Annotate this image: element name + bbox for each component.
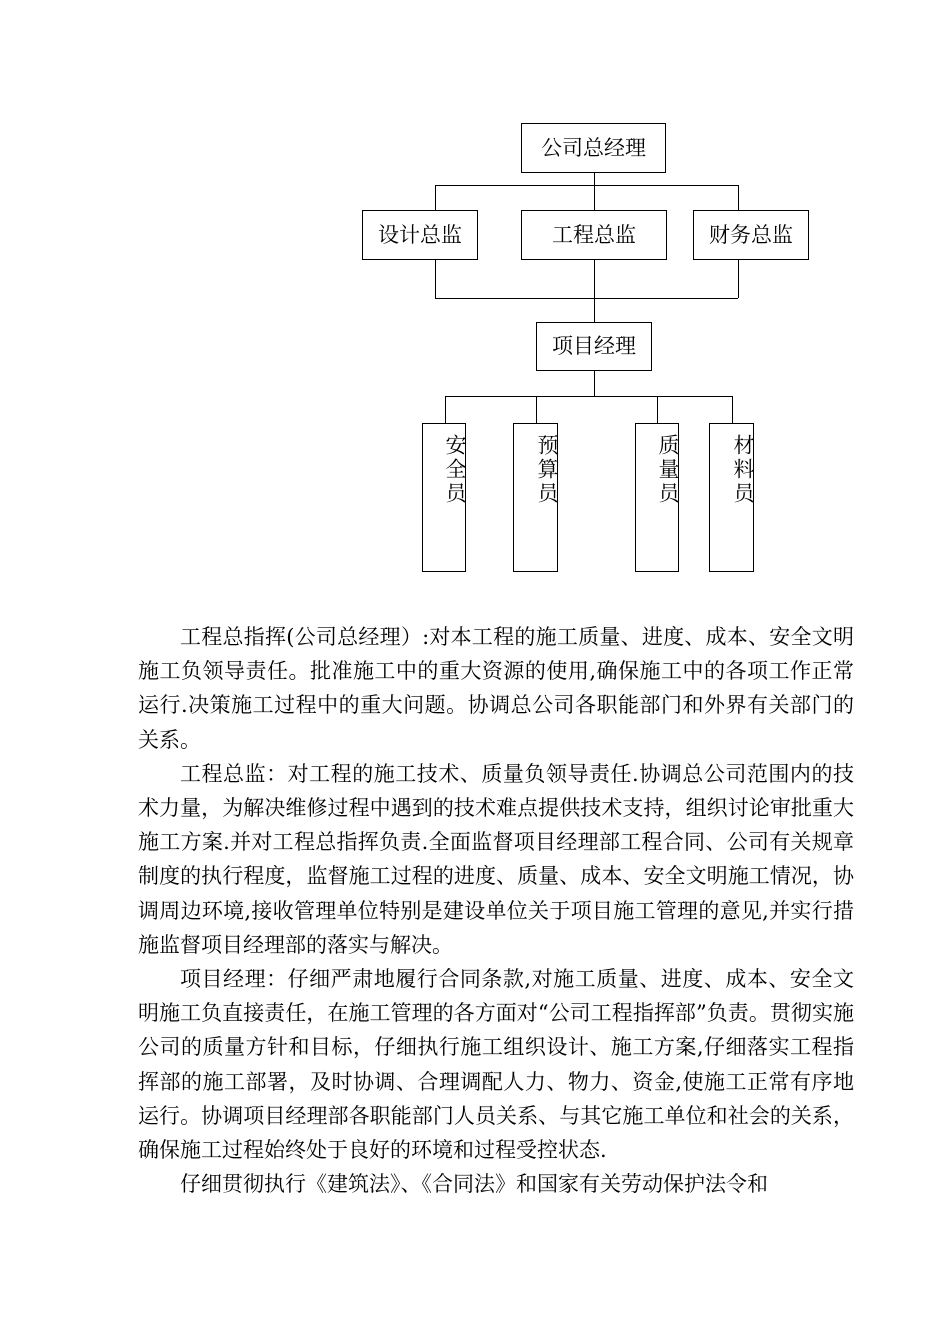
connector-line <box>657 396 658 423</box>
paragraph-general-commander: 工程总指挥(公司总经理）:对本工程的施工质量、进度、成本、安全文明施工负领导责任。批准施工中的重大资源的使用,确保施工中的各项工作正常运行.决策施工过程中的重大问题。协调总公司各职能部门和外界有关部门的关系。 <box>138 625 854 752</box>
connector-line <box>435 298 738 299</box>
paragraph-laws: 仔细贯彻执行《建筑法》、《合同法》和国家有关劳动保护法令和 <box>180 1172 768 1197</box>
box-general-manager <box>521 123 666 173</box>
connector-line <box>738 185 739 210</box>
connector-line <box>435 185 738 186</box>
box-label: 安全员 <box>443 434 467 506</box>
connector-line <box>594 185 595 210</box>
connector-line <box>732 396 733 423</box>
org-chart <box>0 0 950 600</box>
paragraph-project-manager: 项目经理：仔细严肃地履行合同条款,对施工质量、进度、成本、安全文明施工负直接责任，在施工管理的各方面对“公司工程指挥部”负责。贯彻实施公司的质量方针和目标，仔细执行施工组织设计、施工方案,仔细落实工程指挥部的施工部署，及时协调、合理调配人力、物力、资金,使施工正常有序地运行。协调项目经理部各职能部门人员关系、与其它施工单位和社会的关系，确保施工过程始终处于良好的环境和过程受控状态. <box>138 967 854 1163</box>
box-project-manager <box>536 322 652 371</box>
paragraph-engineering-director: 工程总监：对工程的施工技术、质量负领导责任.协调总公司范围内的技术力量，为解决维修过程中遇到的技术难点提供技术支持，组织讨论审批重大施工方案.并对工程总指挥负责.全面监督项目经理部工程合同、公司有关规章制度的执行程度，监督施工过程的进度、质量、成本、安全文明施工情况，协调周边环境,接收管理单位特别是建设单位关于项目施工管理的意见,并实行措施监督项目经理部的落实与解决。 <box>138 761 854 957</box>
box-safety-officer <box>422 423 466 572</box>
connector-line <box>594 173 595 185</box>
connector-line <box>594 260 595 322</box>
connector-line <box>594 371 595 396</box>
box-design-director <box>362 210 478 260</box>
box-engineering-director <box>521 210 667 260</box>
box-budget-officer <box>513 423 558 572</box>
box-label: 项目经理 <box>552 334 636 358</box>
box-label: 工程总监 <box>552 222 636 247</box>
connector-line <box>435 260 436 298</box>
connector-line <box>445 396 446 423</box>
connector-line <box>738 260 739 298</box>
box-materials-officer <box>709 423 754 572</box>
box-quality-officer <box>635 423 679 572</box>
body-text <box>138 620 854 1201</box>
box-label: 财务总监 <box>709 222 793 247</box>
box-finance-director <box>693 210 809 260</box>
connector-line <box>435 185 436 210</box>
box-label: 设计总监 <box>378 222 462 247</box>
box-label: 材料员 <box>731 434 755 506</box>
box-label: 质量员 <box>656 434 680 506</box>
box-label: 公司总经理 <box>541 135 646 160</box>
connector-line <box>445 396 732 397</box>
box-label: 预算员 <box>535 434 559 506</box>
connector-line <box>536 396 537 423</box>
